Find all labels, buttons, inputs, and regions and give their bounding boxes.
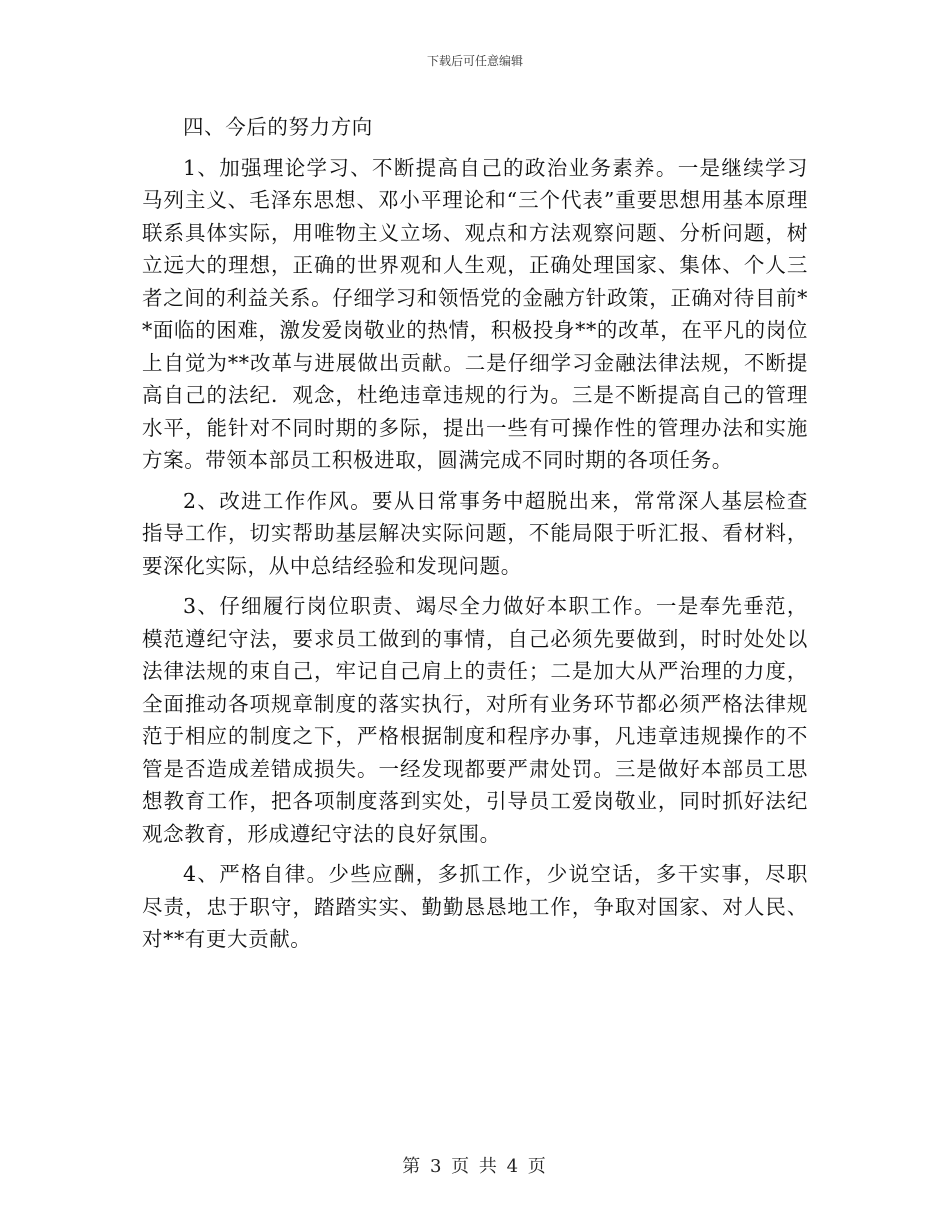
page-number-footer: 第 3 页 共 4 页 [402, 1156, 548, 1177]
page-header: 下载后可任意编辑 [426, 54, 523, 68]
section-heading: 四、今后的努力方向 [183, 115, 373, 139]
paragraph-1: 1、加强理论学习、不断提高自己的政治业务素养。一是继续学习马列主义、毛泽东思想、邓小平理论和“三个代表”重要思想用基本原理联系具体实际，用唯物主义立场、观点和方法观察问题、分析问题，树立远大的理想，正确的世界观和人生观，正确处理国家、集体、个人三者之间的利益关系。仔细学习和领悟党的金融方针政策，正确对待目前**面临的困难，激发爱岗敬业的热情，积极投身**的改革，在平凡的岗位上自觉为**改革与进展做出贡献。二是仔细学习金融法律法规，不断提高自己的法纪．观念，杜绝违章违规的行为。三是不断提高自己的管理水平，能针对不同时期的多际，提出一些有可操作性的管理办法和实施方案。带领本部员工积极进取，圆满完成不同时期的各项任务。 [142, 155, 808, 472]
paragraph-3: 3、仔细履行岗位职责、竭尽全力做好本职工作。一是奉先垂范，模范遵纪守法，要求员工做到的事情，自己必须先要做到，时时处处以法律法规的束自己，牢记自己肩上的责任；二是加大从严治理的力度，全面推动各项规章制度的落实执行，对所有业务环节都必须严格法律规范于相应的制度之下，严格根据制度和程序办事，凡违章违规操作的不管是否造成差错成损失。一经发现都要严肃处罚。三是做好本部员工思想教育工作，把各项制度落到实处，引导员工爱岗敬业，同时抓好法纪观念教育，形成遵纪守法的良好氛围。 [142, 594, 808, 846]
paragraph-2: 2、改进工作作风。要从日常事务中超脱出来，常常深人基层检查指导工作，切实帮助基层解决实际问题，不能局限于听汇报、看材料，要深化实际，从中总结经验和发现问题。 [142, 488, 808, 578]
document-body [142, 111, 808, 956]
paragraph-4: 4、严格自律。少些应酬，多抓工作，少说空话，多干实事，尽职尽责，忠于职守，踏踏实实、勤勤恳恳地工作，争取对国家、对人民、对**有更大贡献。 [142, 862, 808, 951]
